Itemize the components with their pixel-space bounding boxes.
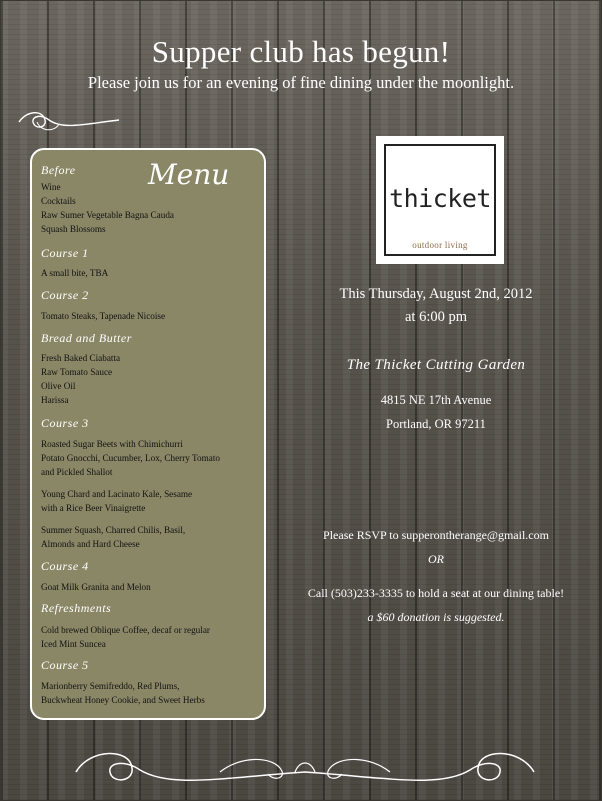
donation-text: a $60 donation is suggested. (367, 610, 505, 624)
menu-item: Squash Blossoms (41, 224, 106, 234)
menu-section-title: Course 5 (41, 658, 89, 672)
menu-heading: Menu (148, 158, 230, 191)
menu-item: Almonds and Hard Cheese (41, 539, 140, 549)
call-text: Call (503)233-3335 to hold a seat at our dining table! (307, 586, 565, 600)
address-line1: 4815 NE 17th Avenue (380, 393, 492, 407)
menu-item: Fresh Baked Ciabatta (41, 353, 121, 363)
menu-item: Cocktails (41, 196, 76, 206)
menu-item: Summer Squash, Charred Chilis, Basil, (41, 525, 186, 535)
page-subtitle: Please join us for an evening of fine dining under the moonlight. (87, 73, 515, 92)
menu-section-title: Course 1 (41, 246, 89, 260)
event-venue: The Thicket Cutting Garden (346, 357, 526, 373)
flourish-left-icon (15, 104, 125, 134)
menu-section-title: Course 4 (41, 559, 89, 573)
or-text: OR (428, 552, 444, 566)
flourish-bottom-icon (70, 742, 540, 790)
thicket-logo (376, 136, 504, 264)
menu-item: Iced Mint Suncea (41, 639, 106, 649)
event-date-line1: This Thursday, August 2nd, 2012 (339, 286, 533, 302)
logo-frame (384, 144, 496, 256)
address-line2: Portland, OR 97211 (386, 417, 486, 431)
menu-section-title: Before (41, 163, 76, 177)
menu-item: Tomato Steaks, Tapenade Nicoise (41, 311, 166, 321)
menu-card (30, 148, 266, 720)
menu-item: Raw Sumer Vegetable Bagna Cauda (41, 210, 175, 220)
menu-item: Goat Milk Granita and Melon (41, 582, 151, 592)
menu-item: Roasted Sugar Beets with Chimichurri (41, 439, 183, 449)
menu-item: Cold brewed Oblique Coffee, decaf or regular (41, 625, 210, 635)
menu-section-title: Bread and Butter (41, 331, 132, 345)
rsvp-text: Please RSVP to supperontherange@gmail.com (323, 528, 549, 542)
menu-item: and Pickled Shallot (41, 467, 113, 477)
menu-item: Wine (41, 182, 61, 192)
menu-item: Young Chard and Lacinato Kale, Sesame (41, 489, 193, 499)
event-date-line2: at 6:00 pm (404, 309, 468, 325)
menu-item: Potato Gnocchi, Cucumber, Lox, Cherry Tomato (41, 453, 220, 463)
menu-item: Olive Oil (41, 381, 76, 391)
page-title: Supper club has begun! (151, 34, 451, 69)
menu-item: Harissa (41, 395, 69, 405)
menu-item: Buckwheat Honey Cookie, and Sweet Herbs (41, 695, 205, 705)
event-date (280, 283, 592, 329)
menu-item: Marionberry Semifreddo, Red Plums, (41, 681, 180, 691)
menu-item: with a Rice Beer Vinaigrette (41, 503, 146, 513)
logo-word: thicket (389, 184, 491, 213)
menu-section-title: Refreshments (41, 601, 112, 615)
menu-section-title: Course 3 (41, 416, 89, 430)
menu-item: Raw Tomato Sauce (41, 367, 113, 377)
logo-tagline: outdoor living (412, 240, 468, 250)
menu-item: A small bite, TBA (41, 268, 109, 278)
menu-section-title: Course 2 (41, 288, 89, 302)
event-address (280, 388, 592, 436)
